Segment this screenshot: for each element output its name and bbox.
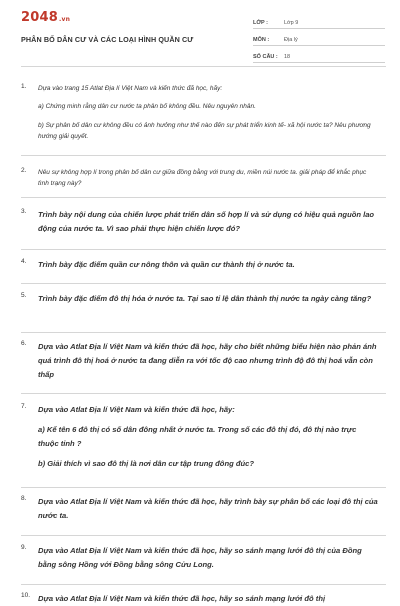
meta-label: LỚP : — [253, 20, 268, 26]
question-divider — [21, 197, 386, 198]
question-text: Dựa vào Atlat Địa lí Việt Nam và kiến thức đã học, hãy cho biết những biểu hiện nào phản ánh quá trình đô thị hoá ở nước ta đang diễn ra với tốc độ cao nhưng trình độ đô thị hoá vẫn còn thấp — [38, 342, 377, 379]
page-title: PHÂN BỐ DÂN CƯ VÀ CÁC LOẠI HÌNH QUẦN CƯ — [21, 35, 194, 44]
question-item — [21, 208, 378, 236]
question-item — [21, 292, 378, 306]
question-text: Dựa vào Atlat Địa lí Việt Nam và kiến thức đã học, hãy: — [38, 405, 235, 414]
meta-value: Địa lý — [284, 37, 298, 43]
question-number: 10. — [21, 592, 31, 599]
question-text: Nêu sự không hợp lí trong phân bố dân cư giữa đồng bằng với trung du, miền núi nước ta. giải pháp để khắc phục tình trạng này? — [38, 169, 367, 187]
question-item — [21, 340, 378, 382]
question-number: 3. — [21, 208, 27, 215]
question-number: 4. — [21, 258, 27, 265]
meta-value: Lớp 9 — [284, 20, 299, 26]
site-logo[interactable] — [21, 10, 70, 25]
question-text: Dựa vào Atlat Địa lí Việt Nam và kiến thức đã học, hãy trình bày sự phân bố các loại đô thị của nước ta. — [38, 497, 378, 520]
question-number: 6. — [21, 340, 27, 347]
question-number: 9. — [21, 544, 27, 551]
meta-row-count — [253, 48, 385, 63]
logo-suffix: .vn — [58, 16, 71, 23]
question-divider — [21, 487, 386, 488]
question-divider — [21, 393, 386, 394]
question-number: 8. — [21, 495, 27, 502]
meta-row-subject — [253, 31, 385, 46]
question-part: b) Sự phân bố dân cư không đều có ảnh hưởng như thế nào đến sự phát triển kinh tế- xã hội nước ta? Nêu phương hướng giải quyết. — [38, 122, 371, 140]
question-item — [21, 403, 378, 471]
question-item — [21, 258, 378, 272]
question-number: 1. — [21, 83, 27, 90]
question-text: Dựa vào trang 15 Atlat Địa lí Việt Nam và kiến thức đã học, hãy: — [38, 85, 223, 92]
question-number: 5. — [21, 292, 27, 299]
question-part: a) Kể tên 6 đô thị có số dân đông nhất ở nước ta. Trong số các đô thị đó, đô thị nào trực thuộc tỉnh ? — [38, 425, 357, 448]
question-text: Trình bày đặc điểm đô thị hóa ở nước ta. Tại sao tỉ lệ dân thành thị nước ta ngày càng tăng? — [38, 294, 372, 303]
question-text: Dựa vào Atlat Địa lí Việt Nam và kiến thức đã học, hãy so sánh mạng lưới đô thị — [38, 594, 326, 603]
question-divider — [21, 283, 386, 284]
question-text: Trình bày đặc điểm quần cư nông thôn và quần cư thành thị ở nước ta. — [38, 260, 295, 269]
meta-value: 18 — [284, 54, 291, 60]
question-item — [21, 83, 378, 142]
question-divider — [21, 249, 386, 250]
question-item — [21, 544, 378, 572]
logo-text: 2048 — [21, 10, 58, 25]
question-item — [21, 495, 378, 523]
question-item — [21, 592, 378, 606]
question-divider — [21, 332, 386, 333]
meta-label: MÔN : — [253, 37, 270, 43]
question-text: Trình bày nội dung của chiến lược phát triển dân số hợp lí và sử dụng có hiệu quả nguồn lao động của nước ta. Vì sao phải thực hiện chiến lược đó? — [38, 210, 375, 233]
question-part: b) Giải thích vì sao đô thị là nơi dân cư tập trung đông đúc? — [38, 459, 254, 468]
meta-info — [253, 14, 385, 65]
question-number: 2. — [21, 167, 27, 174]
question-number: 7. — [21, 403, 27, 410]
question-item — [21, 167, 378, 189]
question-divider — [21, 535, 386, 536]
question-divider — [21, 584, 386, 585]
question-divider — [21, 155, 386, 156]
header-divider — [21, 66, 386, 67]
question-text: Dựa vào Atlat Địa lí Việt Nam và kiến thức đã học, hãy so sánh mạng lưới đô thị của Đồng bằng sông Hồng với Đồng bằng sông Cửu Long. — [38, 546, 362, 569]
question-part: a) Chứng minh rằng dân cư nước ta phân bố không đều. Nêu nguyên nhân. — [38, 103, 256, 110]
meta-label: SỐ CÂU : — [253, 54, 278, 60]
meta-row-class — [253, 14, 385, 29]
